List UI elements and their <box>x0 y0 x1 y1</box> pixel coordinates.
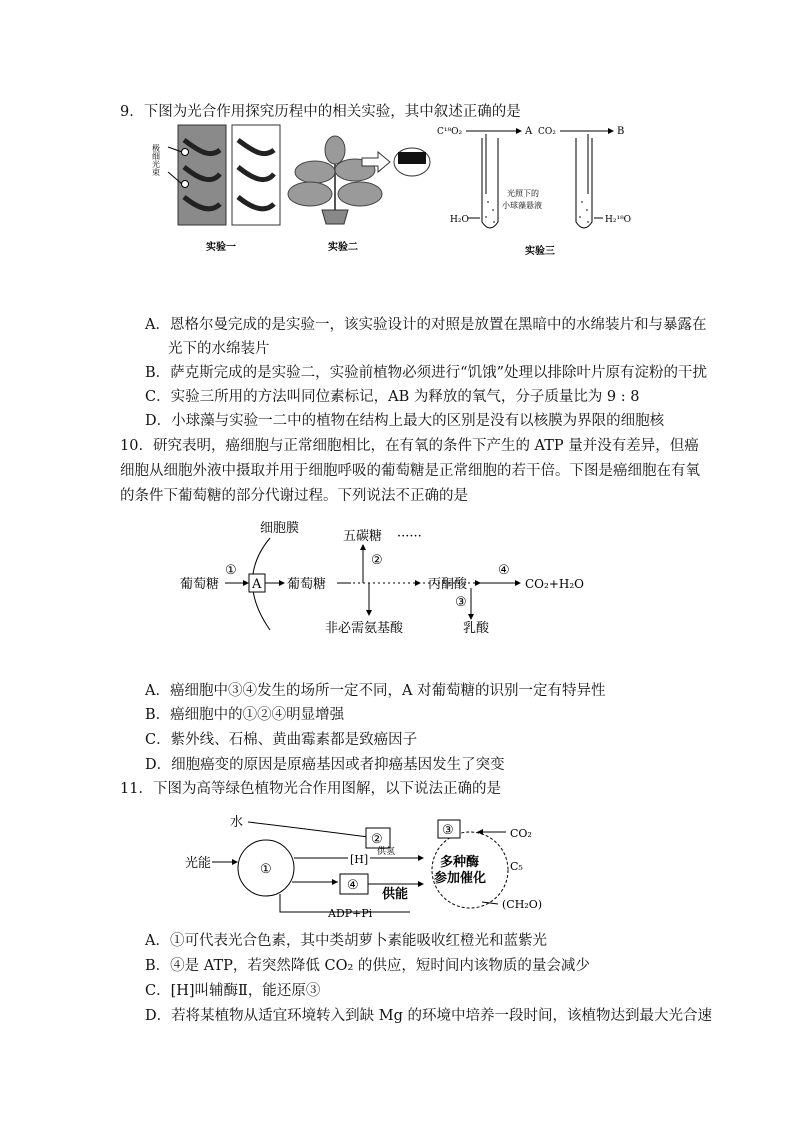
lactic-acid: 乳酸 <box>463 621 490 636</box>
q9-figure <box>150 122 650 262</box>
q9-option-d: D．小球藻与实验一二中的植物在结构上最大的区别是没有以核膜为界限的细胞核 <box>145 413 665 429</box>
glucose-in: 葡萄糖 <box>287 577 327 592</box>
box-a: A <box>252 577 262 592</box>
c2: ② <box>371 832 383 847</box>
center-label-1: 光照下的 <box>507 189 539 198</box>
c1: ① <box>260 862 272 877</box>
q11-stem: 11．下图为高等绿色植物光合作用图解，以下说法正确的是 <box>120 781 501 797</box>
circle-3: ③ <box>455 595 467 610</box>
tube-right-bottom: H₂¹⁸O <box>605 215 632 225</box>
q10-option-d: D．细胞癌变的原因是原癌基因或者抑癌基因发生了突变 <box>145 757 505 773</box>
adp: ADP+Pi <box>328 907 373 920</box>
q10-stem: 10．研究表明，癌细胞与正常细胞相比，在有氧的条件下产生的 ATP 量并没有差异，但癌细胞从细胞外液中摄取并用于细胞呼吸的葡萄糖是正常细胞的若干倍。下图是癌细胞在有氧的条件下葡萄糖的部分代谢过程。下列说法不正确的是 <box>120 438 700 504</box>
plant-icon <box>288 136 382 224</box>
q10-option-c: C．紫外线、石棉、黄曲霉素都是致癌因子 <box>145 732 418 748</box>
calvin-cycle <box>432 832 508 908</box>
tube-right-top: CO₂ <box>538 127 556 137</box>
c3: ③ <box>442 823 454 838</box>
q9-stem: 9．下图为光合作用探究历程中的相关实验，其中叙述正确的是 <box>120 104 521 120</box>
q10-option-a: A．癌细胞中③④发生的场所一定不同，A 对葡萄糖的识别一定有特异性 <box>145 683 606 699</box>
circle-2: ② <box>371 553 383 568</box>
water-label: 水 <box>230 815 244 830</box>
tube-right-out: B <box>617 126 625 137</box>
amino-acid: 非必需氨基酸 <box>325 621 404 636</box>
tube-left-bottom: H₂O <box>450 215 469 225</box>
q11-figure <box>180 810 560 922</box>
q11-option-c: C．[H]叫辅酶Ⅱ，能还原③ <box>145 983 321 999</box>
glucose-out: 葡萄糖 <box>180 577 220 592</box>
circle-4: ④ <box>498 563 510 578</box>
side-label: 极细光束 <box>151 144 161 176</box>
h-label: [H] <box>350 853 369 866</box>
exp3-label: 实验三 <box>525 246 555 257</box>
co2: CO₂ <box>510 827 532 840</box>
enzymes-1: 多种酶 <box>440 855 480 870</box>
ch2o: (CH₂O) <box>502 898 543 911</box>
c5: C₅ <box>510 860 523 873</box>
q11-option-a: A．①可代表光合色素，其中类胡萝卜素能吸收红橙光和蓝紫光 <box>145 933 547 949</box>
supply-h: 供氢 <box>377 847 396 857</box>
q9-option-c: C．实验三所用的方法叫同位素标记，AB 为释放的氧气，分子质量比为 9 : 8 <box>145 389 640 405</box>
center-label-2: 小球藻悬液 <box>502 201 542 210</box>
exp2-label: 实验二 <box>328 242 358 253</box>
pentose-dots: ······ <box>397 529 422 544</box>
tube-left-top: C¹⁸O₂ <box>437 127 463 137</box>
tube-left <box>482 138 498 228</box>
enzymes-2: 参加催化 <box>434 871 487 886</box>
q11-option-d: D．若将某植物从适宜环境转入到缺 Mg 的环境中培养一段时间，该植物达到最大光合速 <box>145 1008 712 1024</box>
product: CO₂+H₂O <box>525 577 584 591</box>
tube-right <box>576 138 592 228</box>
c4: ④ <box>347 878 359 893</box>
q9-option-a-cont: 光下的水绵装片 <box>168 341 270 357</box>
light-label: 光能 <box>185 856 212 871</box>
membrane-label: 细胞膜 <box>260 521 300 536</box>
tube-left-out: A <box>525 126 533 137</box>
q11-option-b: B．④是 ATP，若突然降低 CO₂ 的供应，短时间内该物质的量会减少 <box>145 958 590 974</box>
q9-option-a: A．恩格尔曼完成的是实验一，该实验设计的对照是放置在黑暗中的水绵装片和与暴露在 <box>145 317 707 333</box>
q10-figure <box>175 520 605 645</box>
pentose: 五碳糖 <box>343 529 383 544</box>
supply-e: 供能 <box>382 887 409 902</box>
q10-option-b: B．癌细胞中的①②④明显增强 <box>145 707 345 723</box>
q9-option-b: B．萨克斯完成的是实验二，实验前植物必须进行“饥饿”处理以排除叶片原有淀粉的干扰 <box>145 365 707 381</box>
exp1-label: 实验一 <box>206 242 236 253</box>
pyruvate: 丙酮酸 <box>428 577 468 592</box>
circle-1: ① <box>225 563 237 578</box>
